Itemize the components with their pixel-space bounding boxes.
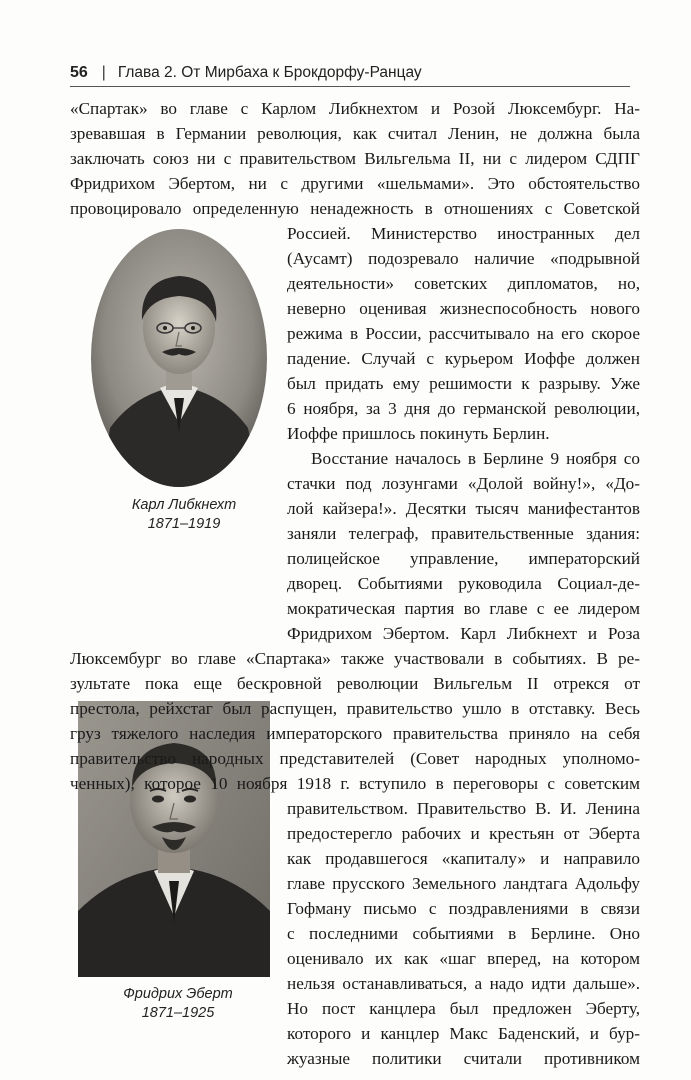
text-line: главе прусского Земельного ландтага Адольфу <box>287 874 640 893</box>
liebknecht-name: Карл Либкнехт <box>131 497 237 513</box>
text-line: Люксембург во главе «Спартака» также участвовали в событиях. В ре- <box>70 649 640 668</box>
ebert-years: 1871–1925 <box>141 1005 215 1021</box>
text-line: с последними событиями в Берлине. Оно <box>287 924 640 943</box>
header-rule <box>70 86 630 87</box>
text-line: ченных), которое 10 ноября 1918 г. вступило в переговоры с советским <box>70 774 640 793</box>
text-line: правительством. Правительство В. И. Ленина <box>287 799 640 818</box>
liebknecht-caption <box>94 496 274 534</box>
text-line: правительство народных представителей (Совет народных уполномо- <box>70 749 640 768</box>
text-line: полицейское управление, императорский <box>287 549 640 568</box>
liebknecht-years: 1871–1919 <box>147 516 221 532</box>
text-line: груз тяжелого наследия императорского правительства приняло на себя <box>70 724 640 743</box>
text-line: заняли телеграф, правительственные здания: <box>287 524 640 543</box>
text-line: «Спартак» во главе с Карлом Либкнехтом и Розой Люксембург. На- <box>70 99 640 118</box>
ebert-caption <box>82 985 274 1023</box>
text-line: которого и канцлер Макс Баденский, и бур- <box>287 1024 640 1043</box>
text-line: Фридрихом Эбертом, ни с другими «шельмами». Это обстоятельство <box>70 174 640 193</box>
text-line: (Аусамт) подозревало наличие «подрывной <box>287 249 640 268</box>
text-line: деятельности» советских дипломатов, но, <box>287 274 640 293</box>
text-line: Гофману письмо с поздравлениями в связи <box>287 899 640 918</box>
text-line: жуазные политики считали противником <box>287 1049 640 1068</box>
text-line: как продавшегося «капиталу» и направило <box>287 849 640 868</box>
liebknecht-portrait <box>90 228 268 488</box>
text-line: Восстание началось в Берлине 9 ноября со <box>311 449 640 468</box>
header-separator: | <box>101 64 106 81</box>
text-line: Фридрихом Эбертом. Карл Либкнехт и Роза <box>287 624 640 643</box>
text-line: зультате пока еще бескровной революции Вильгельм II отрекся от <box>70 674 640 693</box>
text-line: Но пост канцлера был предложен Эберту, <box>287 999 640 1018</box>
text-line: провоцировало определенную ненадежность в отношениях с Советской <box>70 199 640 218</box>
text-line: 6 ноября, за 3 дня до германской революции, <box>287 399 640 418</box>
text-line: заключать союз ни с правительством Вильгельма II, ни с лидером СДПГ <box>70 149 640 168</box>
text-line: лой кайзера!». Десятки тысяч манифестантов <box>287 499 640 518</box>
page-number: 56 <box>70 64 88 81</box>
chapter-title: Глава 2. От Мирбаха к Брокдорфу-Ранцау <box>117 64 422 81</box>
text-line: стачки под лозунгами «Долой войну!», «До- <box>287 474 640 493</box>
text-line: был придать ему решимости к разрыву. Уже <box>287 374 640 393</box>
text-line: дворец. Событиями руководила Социал-де- <box>287 574 640 593</box>
text-line: нельзя останавливаться, а надо идти дальше». <box>287 974 640 993</box>
running-head <box>70 62 422 84</box>
ebert-name: Фридрих Эберт <box>123 986 233 1002</box>
text-line: падение. Случай с курьером Иоффе должен <box>287 349 640 368</box>
text-line: предостерегло рабочих и крестьян от Эберта <box>287 824 640 843</box>
text-line: мократическая партия во главе с ее лидером <box>287 599 640 618</box>
text-line: неверно оценивая жизнеспособность нового <box>287 299 640 318</box>
text-line: оценивало их как «шаг вперед, на котором <box>287 949 640 968</box>
text-line: режима в России, рассчитывало на его скорое <box>287 324 640 343</box>
text-line: престола, рейхстаг был распущен, правительство ушло в отставку. Весь <box>70 699 640 718</box>
text-line: зревавшая в Германии революция, как считал Ленин, не должна была <box>70 124 640 143</box>
text-line: Россией. Министерство иностранных дел <box>287 224 640 243</box>
text-line: Иоффе пришлось покинуть Берлин. <box>287 424 550 443</box>
